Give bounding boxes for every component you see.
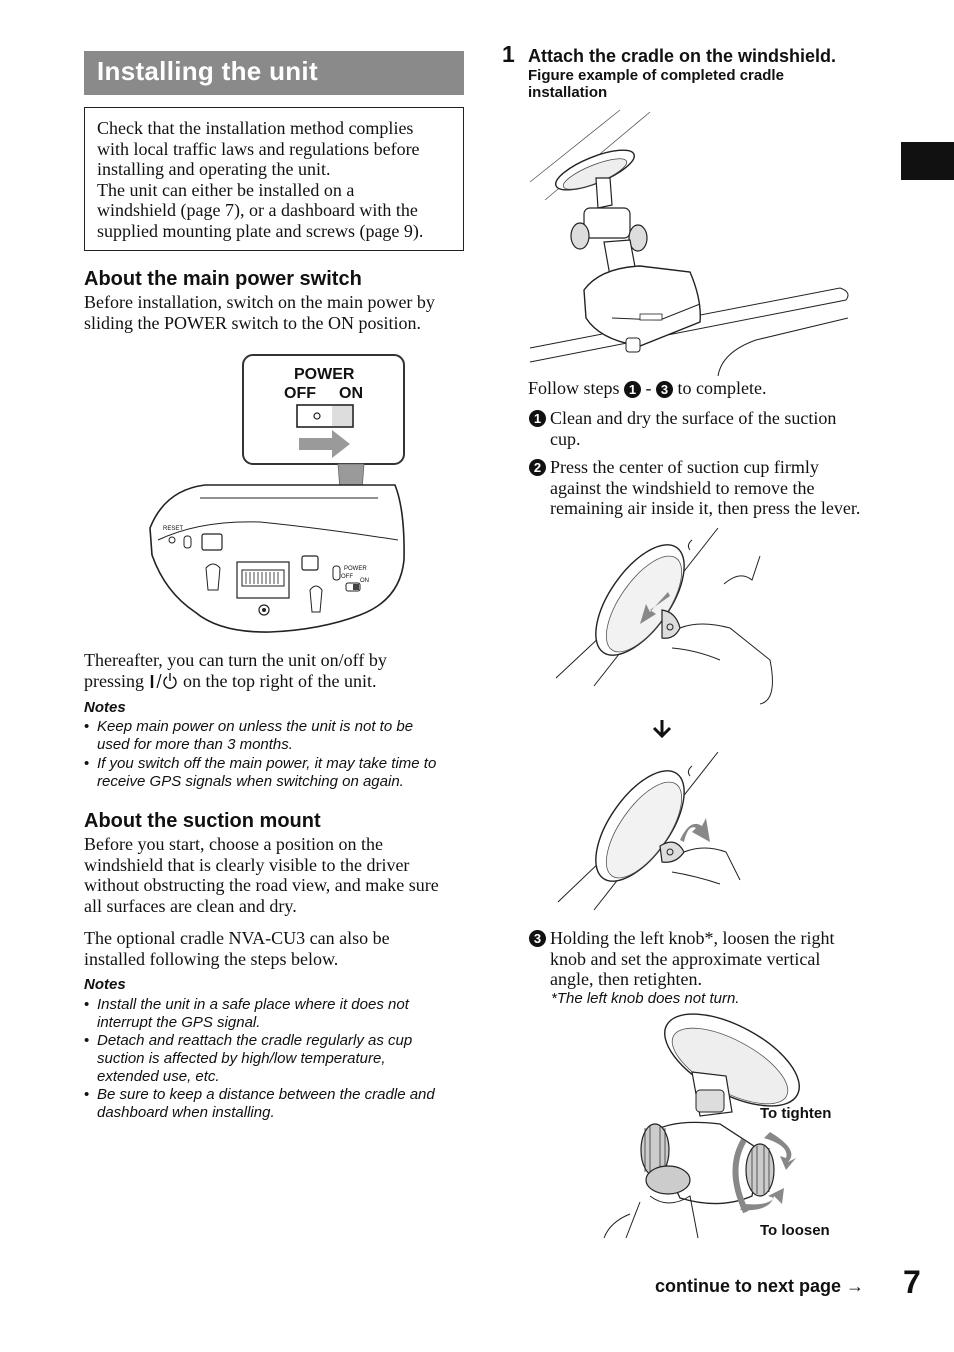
note-line: receive GPS signals when switching on again. (97, 773, 404, 790)
caption-line: Figure example of completed cradle (528, 67, 784, 84)
note-line: extended use, etc. (97, 1068, 220, 1085)
thereafter-b: on the top right of the unit. (178, 670, 377, 691)
step-badge: 1 (529, 410, 546, 427)
note-line: Keep main power on unless the unit is not to be (97, 718, 414, 735)
step-title: Attach the cradle on the windshield. (528, 46, 837, 66)
substep-line: cup. (550, 428, 581, 449)
arrow-right-icon: → (846, 1276, 865, 1296)
step-number: 1 (502, 41, 515, 67)
on-label: ON (339, 385, 363, 402)
notice-line: The unit can either be installed on a (97, 179, 355, 200)
footnote: *The left knob does not turn. (551, 990, 740, 1007)
step-badge: 3 (529, 930, 546, 947)
note-line: If you switch off the main power, it may take time to (97, 755, 437, 772)
off-label: OFF (284, 385, 316, 402)
page-number: 7 (903, 1264, 921, 1300)
follow-mid: - (641, 378, 657, 398)
suction-line: Before you start, choose a position on the (84, 834, 383, 854)
follow-a: Follow steps (528, 378, 625, 398)
power-switch-heading: About the main power switch (84, 268, 362, 290)
power-label: POWER (294, 366, 355, 383)
suction-line: without obstructing the road view, and make sure (84, 875, 439, 896)
follow-b: to complete. (673, 378, 767, 398)
substep-line: Holding the left knob*, loosen the right (550, 928, 835, 948)
note-line: used for more than 3 months. (97, 736, 293, 753)
note-line: interrupt the GPS signal. (97, 1014, 261, 1031)
section-tab (901, 142, 954, 180)
substep-line: remaining air inside it, then press the lever. (550, 498, 861, 519)
to-tighten-label: To tighten (760, 1105, 832, 1122)
step-badge: 1 (624, 381, 641, 398)
reset-label: RESET (163, 526, 184, 532)
continue-text: continue to next page (655, 1276, 842, 1296)
note-line: suction is affected by high/low temperature, (97, 1050, 386, 1067)
substep-line: Clean and dry the surface of the suction (550, 408, 837, 428)
bullet: • (84, 1086, 90, 1103)
small-off-label: OFF (341, 574, 353, 580)
bullet: • (84, 1032, 90, 1049)
notes-heading: Notes (84, 699, 126, 716)
notice-line: with local traffic laws and regulations before (97, 138, 420, 159)
suction-line: The optional cradle NVA-CU3 can also be (84, 928, 390, 948)
notes-heading: Notes (84, 976, 126, 993)
note-line: Detach and reattach the cradle regularly as cup (97, 1032, 413, 1049)
note-line: dashboard when installing. (97, 1104, 275, 1121)
suction-line: installed following the steps below. (84, 948, 339, 969)
note-line: Install the unit in a safe place where it does not (97, 996, 409, 1013)
page-title: Installing the unit (97, 56, 318, 86)
step-badge: 3 (656, 381, 673, 398)
small-power-label: POWER (344, 566, 367, 572)
notice-line: windshield (page 7), or a dashboard with the (97, 200, 418, 221)
bullet: • (84, 718, 90, 735)
small-on-label: ON (360, 578, 369, 584)
notice-line: installing and operating the unit. (97, 159, 331, 180)
suction-heading: About the suction mount (84, 810, 321, 832)
step-badge: 2 (529, 459, 546, 476)
bullet: • (84, 755, 90, 772)
suction-line: all surfaces are clean and dry. (84, 895, 297, 916)
substep-line: knob and set the approximate vertical (550, 948, 821, 969)
notice-line: supplied mounting plate and screws (page 9). (97, 220, 424, 241)
note-line: Be sure to keep a distance between the cradle and (97, 1086, 435, 1103)
bullet: • (84, 996, 90, 1013)
continue-link[interactable] (655, 1276, 864, 1297)
caption-line: installation (528, 84, 608, 101)
thereafter-a: pressing (84, 670, 149, 691)
to-loosen-label: To loosen (760, 1222, 830, 1239)
suction-line: windshield that is clearly visible to the driver (84, 854, 410, 875)
substep-line: angle, then retighten. (550, 969, 702, 990)
power-body-line: sliding the POWER switch to the ON position. (84, 312, 421, 333)
substep-line: Press the center of suction cup firmly (550, 457, 819, 477)
substep-line: against the windshield to remove the (550, 477, 815, 498)
thereafter-line: Thereafter, you can turn the unit on/off by (84, 650, 387, 670)
power-body-line: Before installation, switch on the main power by (84, 292, 435, 312)
notice-line: Check that the installation method complies (97, 118, 414, 138)
